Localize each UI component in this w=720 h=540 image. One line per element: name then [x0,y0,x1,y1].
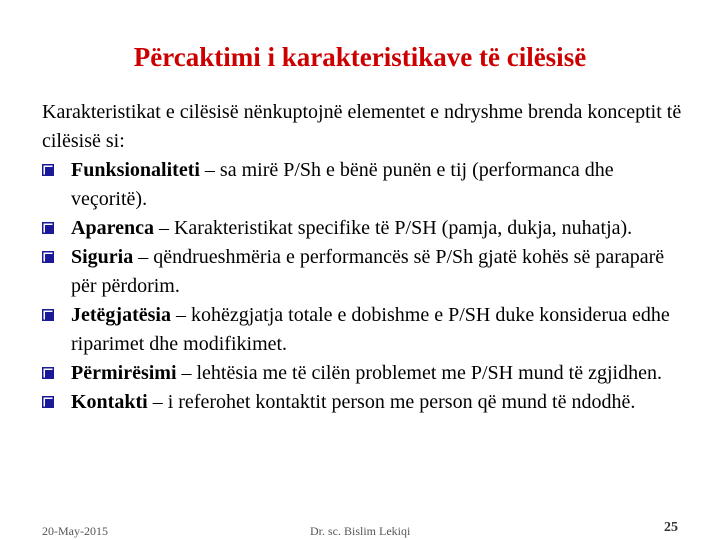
item-term: Siguria [71,246,134,268]
list-item [42,243,682,301]
list-item [42,359,682,388]
list-item [42,156,682,214]
item-term: Funksionaliteti [71,159,200,181]
footer-author: Dr. sc. Bislim Lekiqi [310,524,411,538]
page-number: 25 [664,520,678,535]
list-item [42,388,682,417]
square-bullet-icon [42,396,54,408]
item-term: Aparenca [71,217,154,239]
square-bullet-icon [42,222,54,234]
intro-text: Karakteristikat e cilësisë nënkuptojnë elementet e ndryshme brenda konceptit të cilësisë si: [42,101,682,152]
square-bullet-icon [42,251,54,263]
slide-title: Përcaktimi i karakteristikave të cilësisë [133,42,587,72]
item-text: – qëndrueshmëria e performancës së P/Sh gjatë kohës së paraparë për përdorim. [71,246,665,297]
item-text: – lehtësia me të cilën problemet me P/SH mund të zgjidhen. [176,362,662,384]
item-text: – i referohet kontaktit person me person që mund të ndodhë. [147,391,636,413]
square-bullet-icon [42,367,54,379]
footer-date: 20-May-2015 [42,524,108,538]
item-text: – sa mirë P/Sh e bënë punën e tij (performanca dhe veçoritë). [71,159,614,210]
square-bullet-icon [42,164,54,176]
item-term: Jetëgjatësia [71,304,171,326]
characteristics-list [42,156,682,417]
list-item [42,214,682,243]
item-term: Kontakti [71,391,148,413]
item-text: – kohëzgjatja totale e dobishme e P/SH duke konsiderua edhe riparimet dhe modifikimet. [71,304,670,355]
square-bullet-icon [42,309,54,321]
list-item [42,301,682,359]
item-text: – Karakteristikat specifike të P/SH (pamja, dukja, nuhatja). [153,217,633,239]
slide-body [42,98,682,417]
item-term: Përmirësimi [71,362,177,384]
